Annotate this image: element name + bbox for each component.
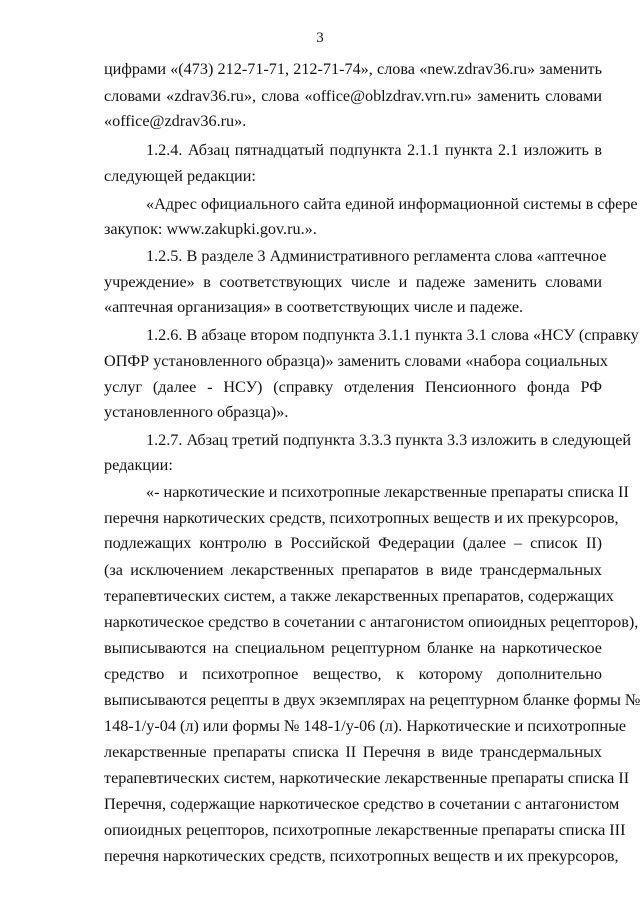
text-line: следующей редакции: — [104, 167, 256, 185]
text-line: учреждение» в соответствующих числе и падеже заменить словами — [104, 273, 602, 291]
page-number: 3 — [316, 30, 324, 46]
text-line: терапевтических систем, а также лекарственных препаратов, содержащих — [104, 587, 614, 605]
text-line: опиоидных рецепторов, психотропные лекарственные препараты списка III — [104, 821, 626, 839]
text-line: перечня наркотических средств, психотропных веществ и их прекурсоров, — [104, 847, 619, 865]
text-line: ОПФР установленного образца)» заменить словами «набора социальных — [104, 352, 608, 370]
text-line: (за исключением лекарственных препаратов в виде трансдермальных — [104, 561, 602, 579]
text-line: «office@zdrav36.ru». — [104, 112, 247, 130]
text-line: установленного образца)». — [104, 403, 289, 421]
text-line: перечня наркотических средств, психотропных веществ и их прекурсоров, — [104, 509, 619, 527]
text-line: цифрами «(473) 212-71-71, 212-71-74», слова «new.zdrav36.ru» заменить — [104, 60, 602, 78]
text-line: 1.2.6. В абзаце втором подпункта 3.1.1 пункта 3.1 слова «НСУ (справку — [146, 326, 639, 344]
text-line: лекарственные препараты списка II Перечня в виде трансдермальных — [104, 743, 602, 761]
text-line: словами «zdrav36.ru», слова «office@oblzdrav.vrn.ru» заменить словами — [104, 87, 602, 105]
text-line: средство и психотропное вещество, к которому дополнительно — [104, 665, 602, 683]
text-line: 1.2.7. Абзац третий подпункта 3.3.3 пункта 3.3 изложить в следующей — [146, 431, 632, 449]
text-line: терапевтических систем, наркотические лекарственные препараты списка II — [104, 769, 630, 787]
text-line: закупок: www.zakupki.gov.ru.». — [104, 220, 317, 238]
text-line: выписываются рецепты в двух экземплярах на рецептурном бланке формы № — [104, 691, 640, 709]
text-line: подлежащих контролю в Российской Федерации (далее – список II) — [104, 534, 602, 552]
text-line: 1.2.4. Абзац пятнадцатый подпункта 2.1.1 пункта 2.1 изложить в — [146, 141, 602, 159]
text-line: Перечня, содержащие наркотическое средство в сочетании с антагонистом — [104, 795, 620, 813]
text-line: выписываются на специальном рецептурном бланке на наркотическое — [104, 639, 602, 657]
text-line: редакции: — [104, 456, 173, 474]
text-line: «Адрес официального сайта единой информационной системы в сфере — [146, 195, 638, 213]
text-line: «аптечная организация» в соответствующих числе и падеже. — [104, 298, 524, 316]
text-line: 1.2.5. В разделе 3 Административного регламента слова «аптечное — [146, 247, 607, 265]
text-line: наркотическое средство в сочетании с антагонистом опиоидных рецепторов), — [104, 613, 639, 631]
text-line: услуг (далее - НСУ) (справку отделения Пенсионного фонда РФ — [104, 378, 602, 396]
text-line: 148-1/у-04 (л) или формы № 148-1/у-06 (л). Наркотические и психотропные — [104, 717, 627, 735]
text-line: «- наркотические и психотропные лекарственные препараты списка II — [146, 483, 629, 501]
